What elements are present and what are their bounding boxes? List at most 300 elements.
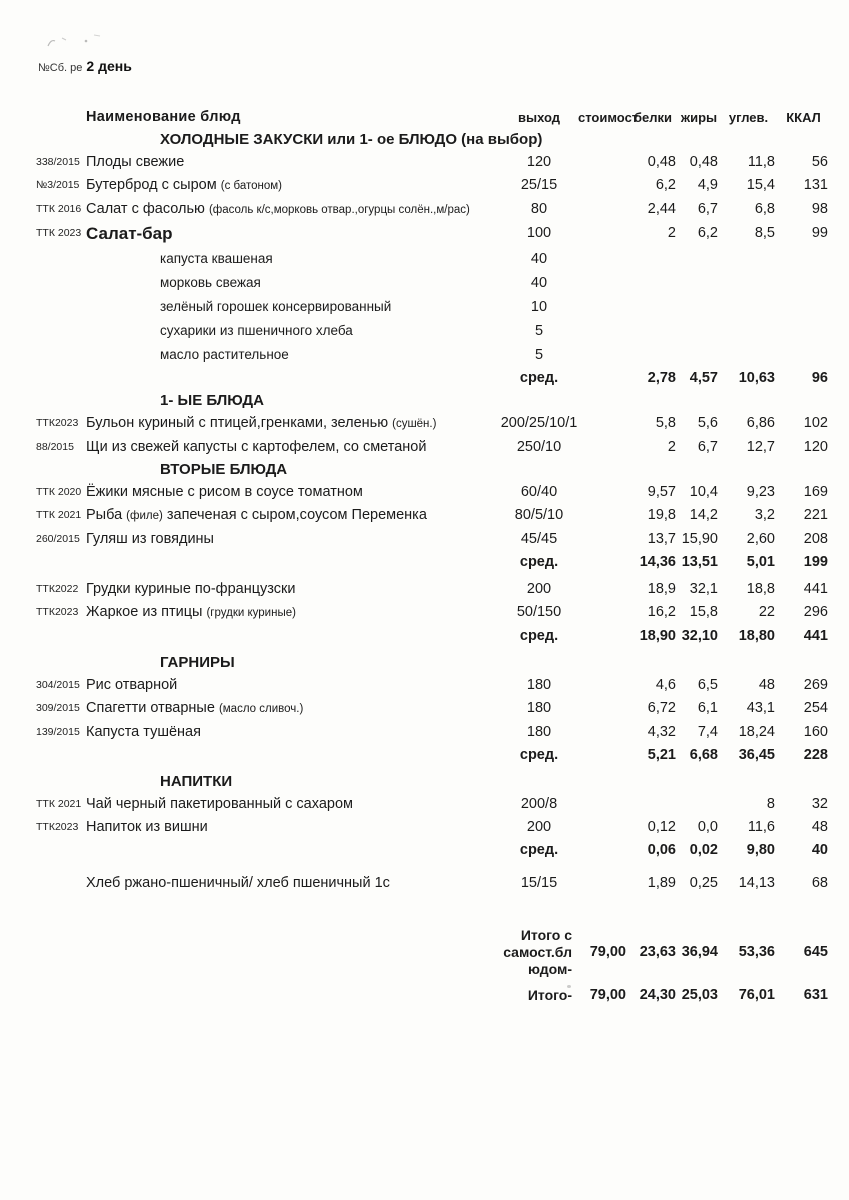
protein-value (628, 319, 678, 343)
dish-name (86, 721, 500, 744)
empty-cell (720, 961, 777, 978)
protein-value (628, 652, 678, 674)
dish-code (36, 271, 86, 295)
protein-value: 14,36 (639, 554, 676, 570)
empty-cell (578, 927, 628, 944)
average-row (36, 625, 830, 648)
protein-value: 13,7 (647, 531, 676, 547)
fat-value: 6,1 (697, 700, 718, 716)
scan-noise-marks (42, 26, 112, 54)
cost-value (578, 697, 628, 721)
carbs-value: 22 (758, 604, 775, 620)
ingredient-name: морковь свежая (160, 275, 261, 290)
total-with-carbs: 53,36 (738, 944, 775, 960)
fat-value: 0,0 (697, 819, 718, 835)
kcal-value (777, 459, 830, 481)
protein-value (628, 247, 678, 271)
yield-value: 180 (526, 700, 552, 716)
dish-code: ТТК2023 (36, 417, 79, 429)
average-row (36, 744, 830, 767)
dish-name (86, 674, 500, 697)
protein-value: 0,06 (647, 842, 676, 858)
ingredient-row (36, 295, 830, 319)
carbs-value: 11,8 (747, 154, 775, 170)
total-with-label-line-3: юдом- (527, 961, 572, 977)
protein-value: 19,8 (647, 507, 676, 523)
dish-row (36, 222, 830, 247)
cost-value (578, 481, 628, 504)
protein-value (628, 793, 678, 816)
kcal-value (777, 771, 830, 793)
carbs-value: 5,01 (746, 554, 775, 570)
dish-name (86, 198, 500, 222)
cost-value (578, 625, 628, 648)
fat-value: 15,90 (681, 531, 718, 547)
cost-value (578, 459, 628, 481)
protein-value: 0,48 (647, 154, 676, 170)
dish-name-part: (филе) (126, 510, 163, 522)
section-title: ГАРНИРЫ (160, 654, 235, 671)
kcal-value: 32 (811, 796, 828, 812)
dish-name-part: Спагетти отварные (86, 700, 219, 716)
dish-row (36, 816, 830, 839)
cost-value (578, 222, 628, 247)
fat-value: 14,2 (689, 507, 718, 523)
section-row (36, 771, 830, 793)
yield-value (500, 652, 578, 674)
ingredient-row (36, 343, 830, 367)
kcal-value (777, 390, 830, 412)
dish-name-part: Грудки куриные по-французски (86, 581, 296, 597)
dish-code (36, 625, 86, 648)
fat-value: 7,4 (697, 724, 718, 740)
cost-value (578, 578, 628, 601)
menu-table (36, 106, 830, 1005)
cost-value (578, 198, 628, 222)
dish-code: ТТК 2020 (36, 486, 82, 498)
dish-row (36, 504, 830, 528)
cost-value (578, 674, 628, 697)
kcal-value: 96 (811, 370, 828, 386)
carbs-value: 14,13 (738, 875, 775, 891)
kcal-value: 208 (803, 531, 828, 547)
kcal-value: 99 (811, 225, 828, 241)
fat-value: 15,8 (689, 604, 718, 620)
dish-code (36, 319, 86, 343)
dish-code: ТТК 2021 (36, 798, 82, 810)
fat-value: 6,68 (689, 747, 718, 763)
kcal-value: 441 (803, 628, 828, 644)
dish-name (86, 222, 500, 247)
col-header-protein: белки (633, 110, 673, 125)
dish-code (36, 459, 86, 481)
yield-value: 25/15 (520, 177, 558, 193)
protein-value (628, 271, 678, 295)
protein-value (628, 129, 678, 151)
yield-value (500, 129, 578, 151)
empty-cell (36, 961, 86, 978)
protein-value (628, 390, 678, 412)
carbs-value: 43,1 (746, 700, 775, 716)
yield-value: 10 (530, 299, 548, 315)
cost-value (578, 816, 628, 839)
column-header-row (36, 106, 830, 129)
fat-value: 4,9 (697, 177, 718, 193)
dish-code (36, 652, 86, 674)
total-with-fat: 36,94 (681, 944, 718, 960)
protein-value: 16,2 (647, 604, 676, 620)
empty-cell (777, 927, 830, 944)
yield-value: 180 (526, 724, 552, 740)
kcal-value: 160 (803, 724, 828, 740)
dish-code: ТТК2022 (36, 583, 79, 595)
cost-value (578, 319, 628, 343)
dish-row (36, 674, 830, 697)
col-header-yield: выход (517, 110, 561, 125)
empty-cell (86, 944, 500, 961)
cost-value (578, 390, 628, 412)
dish-code: ТТК2023 (36, 606, 79, 618)
kcal-value: 269 (803, 677, 828, 693)
dish-name-part: Капуста тушёная (86, 724, 201, 740)
yield-value: 200/8 (520, 796, 558, 812)
kcal-value: 102 (803, 415, 828, 431)
total-with-row-line-2 (36, 944, 830, 961)
dish-row (36, 151, 830, 174)
carbs-value: 2,60 (746, 531, 775, 547)
carbs-value (720, 771, 777, 793)
kcal-value (777, 319, 830, 343)
yield-value (500, 459, 578, 481)
dish-code: ТТК 2021 (36, 509, 82, 521)
yield-value: 45/45 (520, 531, 558, 547)
yield-value: 60/40 (520, 484, 558, 500)
empty-cell (678, 927, 720, 944)
carbs-value (720, 247, 777, 271)
dish-row (36, 697, 830, 721)
total-with-label-line-2: самост.бл (503, 944, 572, 960)
empty-cell (86, 927, 500, 944)
dish-code: 338/2015 (36, 156, 80, 168)
cost-value (578, 872, 628, 895)
dish-code: 139/2015 (36, 726, 80, 738)
carbs-value (720, 343, 777, 367)
total-with-protein: 23,63 (639, 944, 676, 960)
carbs-value (720, 319, 777, 343)
total-fat: 25,03 (681, 987, 718, 1003)
yield-value: 120 (526, 154, 552, 170)
cost-value (578, 528, 628, 551)
protein-value: 4,6 (655, 677, 676, 693)
fat-value (678, 247, 720, 271)
dish-name-part: запеченая с сыром,соусом Переменка (162, 507, 427, 523)
fat-value (678, 295, 720, 319)
dish-name-part: Бульон куриный с птицей,гренками, зеленью (86, 415, 393, 431)
dish-name (86, 151, 500, 174)
protein-value: 2 (667, 439, 676, 455)
yield-value: 200/25/10/1 (500, 415, 578, 431)
carbs-value: 36,45 (738, 747, 775, 763)
dish-name (86, 174, 500, 198)
average-row (36, 367, 830, 390)
fat-value: 6,5 (697, 677, 718, 693)
fat-value: 32,10 (681, 628, 718, 644)
dish-name-part: Бутерброд с сыром (86, 177, 221, 193)
cost-value (578, 744, 628, 767)
col-header-fat: жиры (680, 110, 718, 125)
dish-name (86, 793, 500, 816)
fat-value (678, 459, 720, 481)
dish-name (86, 816, 500, 839)
kcal-value (777, 295, 830, 319)
fat-value: 0,25 (689, 875, 718, 891)
carbs-value (720, 390, 777, 412)
yield-value: 40 (530, 251, 548, 267)
cost-value (578, 504, 628, 528)
yield-value: 5 (534, 323, 544, 339)
fat-value (678, 771, 720, 793)
doc-note-prefix: №Сб. ре (38, 62, 83, 74)
yield-value: 50/150 (516, 604, 562, 620)
dish-name (86, 481, 500, 504)
dish-name-part: (сушён.) (392, 418, 437, 430)
fat-value: 5,6 (697, 415, 718, 431)
cost-value (578, 793, 628, 816)
cost-value (578, 174, 628, 198)
dish-code (36, 129, 86, 151)
dish-name (86, 528, 500, 551)
dish-code: ТТК 2023 (36, 227, 82, 239)
fat-value: 4,57 (689, 370, 718, 386)
total-with-row-line-3 (36, 961, 830, 978)
totals-block (36, 927, 830, 1005)
dish-name-part: Рис отварной (86, 677, 178, 693)
section-row (36, 390, 830, 412)
empty-cell (678, 961, 720, 978)
total-with-kcal: 645 (803, 944, 828, 960)
fat-value: 0,48 (689, 154, 718, 170)
dish-code: 260/2015 (36, 533, 80, 545)
protein-value (628, 459, 678, 481)
empty-cell (777, 961, 830, 978)
menu-table-rows (36, 129, 830, 895)
kcal-value: 68 (811, 875, 828, 891)
ingredient-name: зелёный горошек консервированный (160, 299, 392, 314)
protein-value: 9,57 (647, 484, 676, 500)
dish-name-part: Гуляш из говядины (86, 531, 214, 547)
kcal-value (777, 652, 830, 674)
protein-value: 18,90 (639, 628, 676, 644)
fat-value: 32,1 (689, 581, 718, 597)
dish-row (36, 436, 830, 459)
col-header-code (36, 106, 86, 129)
carbs-value (720, 295, 777, 319)
total-with-label-line-1: Итого с (520, 927, 572, 943)
total-with-row-line-1 (36, 927, 830, 944)
doc-note (38, 58, 132, 74)
dish-code (36, 367, 86, 390)
average-label: сред. (519, 628, 559, 644)
ingredient-row (36, 319, 830, 343)
fat-value (678, 793, 720, 816)
fat-value (678, 319, 720, 343)
fat-value (678, 390, 720, 412)
dish-name-part: (масло сливоч.) (218, 703, 304, 715)
cost-value (578, 247, 628, 271)
empty-cell (36, 927, 86, 944)
yield-value: 100 (526, 225, 552, 241)
section-title: 1- ЫЕ БЛЮДА (160, 392, 264, 409)
yield-value: 5 (534, 347, 544, 363)
empty-cell (578, 961, 628, 978)
kcal-value: 221 (803, 507, 828, 523)
spacer (36, 862, 830, 872)
carbs-value (720, 129, 777, 151)
dish-name (86, 436, 500, 459)
dish-name (86, 504, 500, 528)
dish-name (86, 697, 500, 721)
carbs-value: 9,80 (746, 842, 775, 858)
dish-row (36, 198, 830, 222)
yield-value: 80/5/10 (514, 507, 564, 523)
carbs-value: 18,24 (738, 724, 775, 740)
total-cost: 79,00 (589, 987, 626, 1003)
col-header-carbs: углев. (728, 110, 769, 125)
yield-value (500, 771, 578, 793)
total-protein: 24,30 (639, 987, 676, 1003)
section-title: ВТОРЫЕ БЛЮДА (160, 461, 288, 478)
average-label: сред. (519, 370, 559, 386)
dish-name (86, 578, 500, 601)
kcal-value: 169 (803, 484, 828, 500)
carbs-value: 18,8 (746, 581, 775, 597)
cost-value (578, 436, 628, 459)
section-title: НАПИТКИ (160, 773, 233, 790)
dish-code (36, 343, 86, 367)
cost-value (578, 551, 628, 574)
protein-value: 5,8 (655, 415, 676, 431)
dish-code (36, 295, 86, 319)
empty-cell (86, 985, 500, 1005)
dish-name (86, 744, 500, 767)
dish-row (36, 174, 830, 198)
dish-name (86, 412, 500, 436)
yield-value: 180 (526, 677, 552, 693)
fat-value (678, 652, 720, 674)
fat-value: 6,7 (697, 201, 718, 217)
yield-value: 250/10 (516, 439, 562, 455)
average-row (36, 551, 830, 574)
fat-value: 13,51 (681, 554, 718, 570)
average-label: сред. (519, 747, 559, 763)
col-header-kcal: ККАЛ (786, 110, 821, 125)
section-row (36, 129, 830, 151)
empty-cell (36, 985, 86, 1005)
carbs-value: 8,5 (754, 225, 775, 241)
col-header-cost: стоимост (578, 110, 639, 125)
cost-value (578, 271, 628, 295)
dish-code (36, 744, 86, 767)
protein-value (628, 771, 678, 793)
kcal-value (777, 343, 830, 367)
dish-row (36, 721, 830, 744)
dish-code: 309/2015 (36, 702, 80, 714)
cost-value (578, 601, 628, 625)
kcal-value (777, 271, 830, 295)
carbs-value: 11,6 (747, 819, 775, 835)
dish-row (36, 793, 830, 816)
total-kcal: 631 (803, 987, 828, 1003)
ingredient-name: сухарики из пшеничного хлеба (160, 323, 353, 338)
carbs-value: 48 (758, 677, 775, 693)
cost-value (578, 412, 628, 436)
fat-value: 0,02 (689, 842, 718, 858)
dish-name-part: Салат-бар (86, 224, 173, 243)
protein-value: 18,9 (647, 581, 676, 597)
average-label: сред. (519, 554, 559, 570)
kcal-value: 56 (811, 154, 828, 170)
protein-value: 2 (667, 225, 676, 241)
cost-value (578, 652, 628, 674)
cost-value (578, 343, 628, 367)
carbs-value (720, 271, 777, 295)
kcal-value: 40 (811, 842, 828, 858)
cost-value (578, 839, 628, 862)
kcal-value: 131 (803, 177, 828, 193)
protein-value (628, 343, 678, 367)
protein-value: 1,89 (647, 875, 676, 891)
dish-code: 88/2015 (36, 441, 74, 453)
yield-value: 200 (526, 819, 552, 835)
fat-value (678, 129, 720, 151)
dish-name-part: Плоды свежие (86, 154, 185, 170)
dish-name (86, 839, 500, 862)
yield-value (500, 390, 578, 412)
dish-name-part: Ёжики мясные с рисом в соусе томатном (86, 484, 363, 500)
dish-name-part: Хлеб ржано-пшеничный/ хлеб пшеничный 1с (86, 875, 390, 891)
dish-row (36, 601, 830, 625)
dish-code (36, 551, 86, 574)
dish-name (86, 625, 500, 648)
protein-value: 5,21 (647, 747, 676, 763)
yield-value: 200 (526, 581, 552, 597)
kcal-value: 296 (803, 604, 828, 620)
cost-value (578, 295, 628, 319)
kcal-value: 441 (803, 581, 828, 597)
section-row (36, 459, 830, 481)
fat-value (678, 271, 720, 295)
dish-code (36, 247, 86, 271)
dish-code: ТТК2023 (36, 821, 79, 833)
average-label: сред. (519, 842, 559, 858)
dish-name-part: (фасоль к/с,морковь отвар.,огурцы солён.,м/рас) (208, 204, 470, 216)
kcal-value: 120 (803, 439, 828, 455)
dish-name-part: Чай черный пакетированный с сахаром (86, 796, 353, 812)
cost-value (578, 129, 628, 151)
total-row (36, 985, 830, 1005)
carbs-value: 6,8 (754, 201, 775, 217)
protein-value (628, 295, 678, 319)
cost-value (578, 721, 628, 744)
kcal-value: 98 (811, 201, 828, 217)
section-title: ХОЛОДНЫЕ ЗАКУСКИ или 1- ое БЛЮДО (на выбор) (160, 131, 543, 148)
dish-code: 304/2015 (36, 679, 80, 691)
protein-value: 4,32 (647, 724, 676, 740)
dish-name (86, 601, 500, 625)
kcal-value: 199 (803, 554, 828, 570)
empty-cell (720, 927, 777, 944)
kcal-value: 254 (803, 700, 828, 716)
